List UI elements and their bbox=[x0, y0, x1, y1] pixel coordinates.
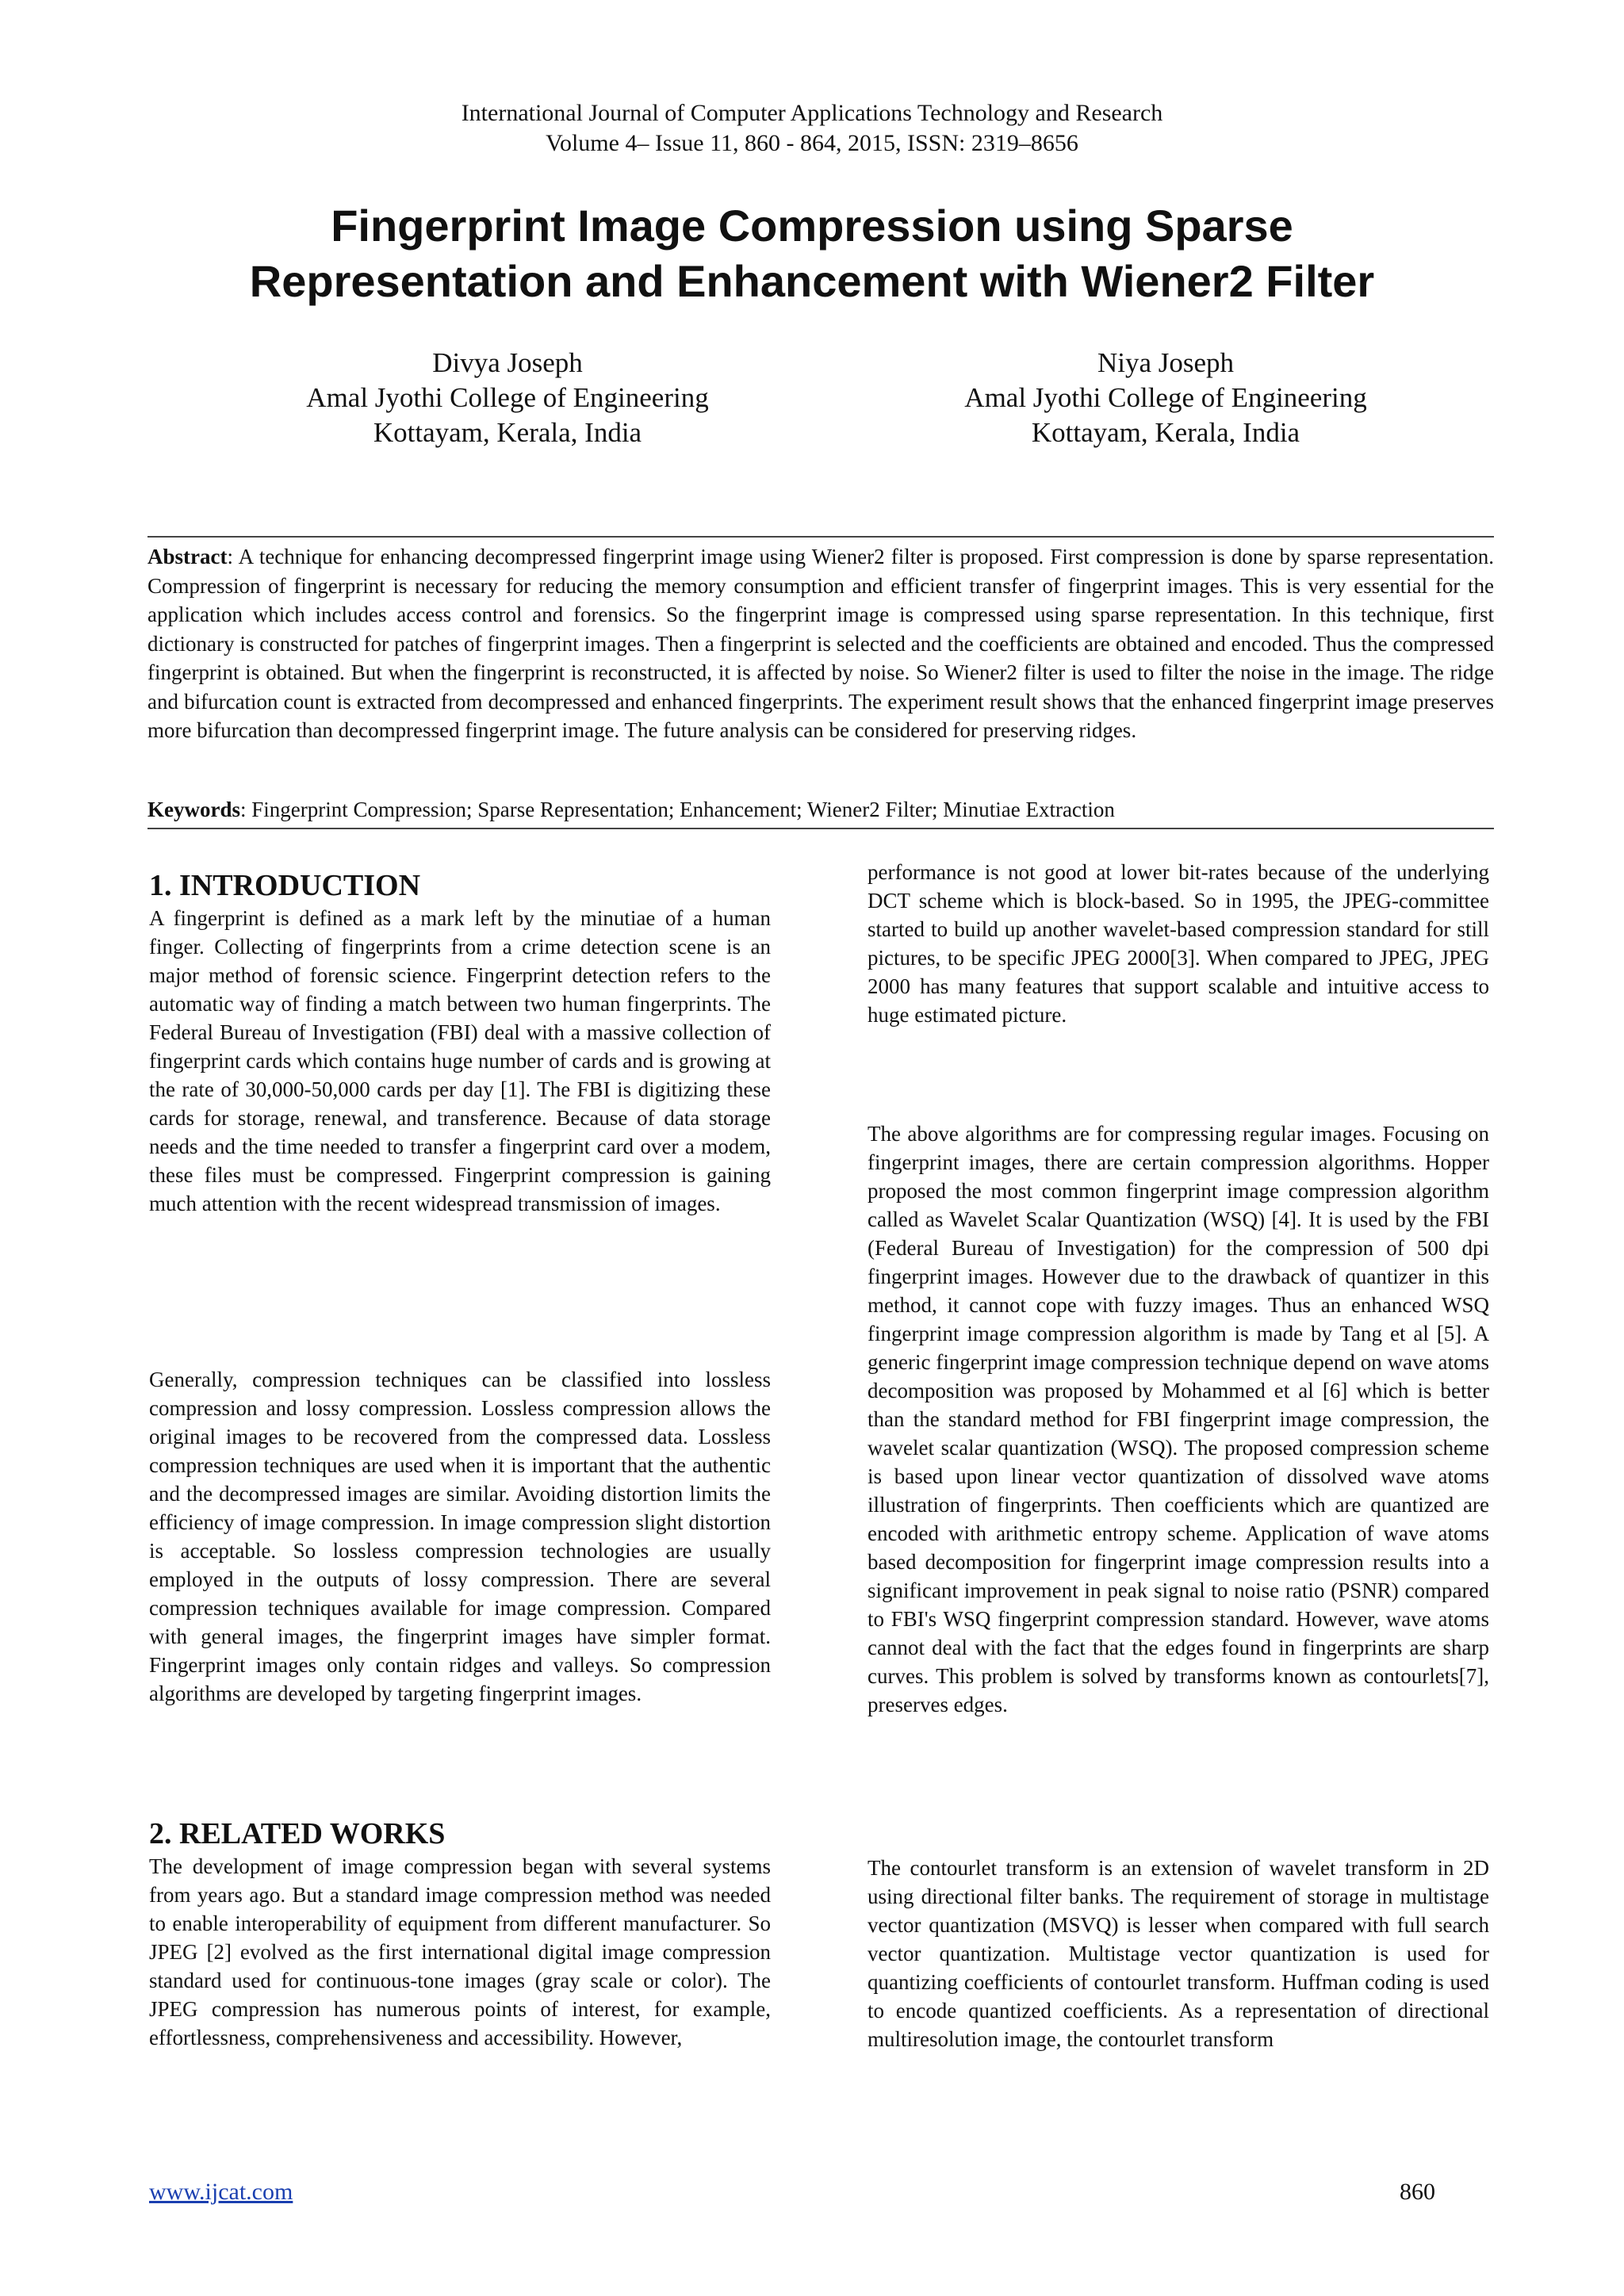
related-works-paragraph-3: The above algorithms are for compressing regular images. Focusing on fingerprint images, there are certain compression algorithms. Hopper proposed the most common fingerprint image compression algorithm called as Wavelet Scalar Quantization (WSQ) [4]. It is used by the FBI (Federal Bureau of Investigation) for the compression of 500 dpi fingerprint images. However due to the drawback of quantizer in this method, it cannot cope with fuzzy images. Thus an enhanced WSQ fingerprint image compression algorithm is made by Tang et al [5]. A generic fingerprint image compression technique depend on wave atoms decomposition was proposed by Mohammed et al [6] which is better than the standard method for FBI fingerprint image compression, the wavelet scalar quantization (WSQ). The proposed compression scheme is based upon linear vector quantization of dissolved wave atoms illustration of fingerprints. Then coefficients which are quantized are encoded with arithmetic entropy scheme. Application of wave atoms based decomposition for fingerprint image compression results into a significant improvement in peak signal to noise ratio (PSNR) compared to FBI's WSQ fingerprint compression standard. However, wave atoms cannot deal with the fact that the edges found in fingerprints are sharp curves. This problem is solved by transforms known as contourlets[7], preserves edges. bbox=[868, 1122, 1489, 1716]
journal-volume-info: Volume 4– Issue 11, 860 - 864, 2015, ISSN: 2319–8656 bbox=[546, 130, 1078, 156]
journal-website-link[interactable]: www.ijcat.com bbox=[149, 2179, 293, 2205]
left-column-related bbox=[149, 1816, 771, 2052]
paper-title bbox=[95, 198, 1529, 309]
section-heading-introduction: 1. INTRODUCTION bbox=[149, 869, 421, 902]
keywords-label: Keywords bbox=[147, 798, 240, 821]
right-column-bottom bbox=[868, 1854, 1489, 2053]
author-location: Kottayam, Kerala, India bbox=[373, 417, 642, 448]
right-column bbox=[868, 858, 1489, 1029]
author-name: Divya Joseph bbox=[432, 347, 583, 378]
abstract bbox=[147, 542, 1494, 745]
section-heading-related-works: 2. RELATED WORKS bbox=[149, 1817, 446, 1850]
left-column-continued bbox=[149, 1365, 771, 1708]
abstract-label: Abstract bbox=[147, 545, 228, 568]
journal-name: International Journal of Computer Applications Technology and Research bbox=[461, 100, 1163, 126]
paper-title-line-2: Representation and Enhancement with Wiener2 Filter bbox=[249, 256, 1375, 306]
keywords bbox=[147, 796, 1494, 823]
paper-title-line-1: Fingerprint Image Compression using Sparse bbox=[331, 201, 1293, 251]
introduction-paragraph-1: A fingerprint is defined as a mark left by the minutiae of a human finger. Collecting of fingerprints from a crime detection scene is an major method of forensic science. Fingerprint detection refers to the automatic way of finding a match between two human fingerprints. The Federal Bureau of Investigation (FBI) deal with a massive collection of fingerprint cards which contains huge number of cards and is growing at the rate of 30,000-50,000 cards per day [1]. The FBI is digitizing these cards for storage, renewal, and transference. Because of data storage needs and the time needed to transfer a fingerprint card over a modem, these files must be compressed. Fingerprint compression is gaining much attention with the recent widespread transmission of images. bbox=[149, 906, 771, 1215]
keywords-text: : Fingerprint Compression; Sparse Representation; Enhancement; Wiener2 Filter; Minutiae Extraction bbox=[240, 798, 1115, 821]
author-block-2 bbox=[864, 346, 1467, 450]
author-affiliation: Amal Jyothi College of Engineering bbox=[964, 382, 1367, 413]
introduction-paragraph-2: Generally, compression techniques can be classified into lossless compression and lossy compression. Lossless compression allows the original images to be recovered from the compressed data. Lossless compression techniques are used when it is important that the authentic and the decompressed images are similar. Avoiding distortion limits the efficiency of image compression. In image compression slight distortion is acceptable. So lossless compression technologies are usually employed in the outputs of lossy compression. There are several compression techniques available for image compression. Compared with general images, the fingerprint images have simpler format. Fingerprint images only contain ridges and valleys. So compression algorithms are developed by targeting fingerprint images. bbox=[149, 1368, 771, 1705]
author-location: Kottayam, Kerala, India bbox=[1031, 417, 1300, 448]
page-number: 860 bbox=[1400, 2179, 1435, 2205]
related-works-paragraph-1: The development of image compression began with several systems from years ago. But a standard image compression method was needed to enable interoperability of equipment from different manufacturer. So JPEG [2] evolved as the first international digital image compression standard used for continuous-tone images (gray scale or color). The JPEG compression has numerous points of interest, for example, effortlessness, comprehensiveness and accessibility. However, bbox=[149, 1854, 771, 2049]
right-column-middle bbox=[868, 1119, 1489, 1719]
abstract-top-rule bbox=[147, 536, 1494, 538]
journal-header bbox=[0, 98, 1624, 159]
keywords-bottom-rule bbox=[147, 828, 1494, 829]
author-affiliation: Amal Jyothi College of Engineering bbox=[306, 382, 709, 413]
author-block-1 bbox=[206, 346, 809, 450]
related-works-paragraph-4: The contourlet transform is an extension of wavelet transform in 2D using directional filter banks. The requirement of storage in multistage vector quantization (MSVQ) is lesser when compared with full search vector quantization. Multistage vector quantization is used for quantizing coefficients of contourlet transform. Huffman coding is used to encode quantized coefficients. As a representation of directional multiresolution image, the contourlet transform bbox=[868, 1856, 1489, 2051]
author-name: Niya Joseph bbox=[1097, 347, 1235, 378]
related-works-paragraph-2: performance is not good at lower bit-rates because of the underlying DCT scheme which is block-based. So in 1995, the JPEG-committee started to build up another wavelet-based compression standard for still pictures, to be specific JPEG 2000[3]. When compared to JPEG, JPEG 2000 has many features that support scalable and intuitive access to huge estimated picture. bbox=[868, 860, 1489, 1027]
abstract-text: : A technique for enhancing decompressed fingerprint image using Wiener2 filter is proposed. First compression is done by sparse representation. Compression of fingerprint is necessary for reducing the memory consumption and efficient transfer of fingerprint images. This is very essential for the application which includes access control and forensics. So the fingerprint image is compressed using sparse representation. In this technique, first dictionary is constructed for patches of fingerprint images. Then a fingerprint is selected and the coefficients are obtained and encoded. Thus the compressed fingerprint is obtained. But when the fingerprint is reconstructed, it is affected by noise. So Wiener2 filter is used to filter the noise in the image. The ridge and bifurcation count is extracted from decompressed and enhanced fingerprints. The experiment result shows that the enhanced fingerprint image preserves more bifurcation than decompressed fingerprint image. The future analysis can be considered for preserving ridges. bbox=[147, 545, 1494, 742]
left-column bbox=[149, 867, 771, 1218]
